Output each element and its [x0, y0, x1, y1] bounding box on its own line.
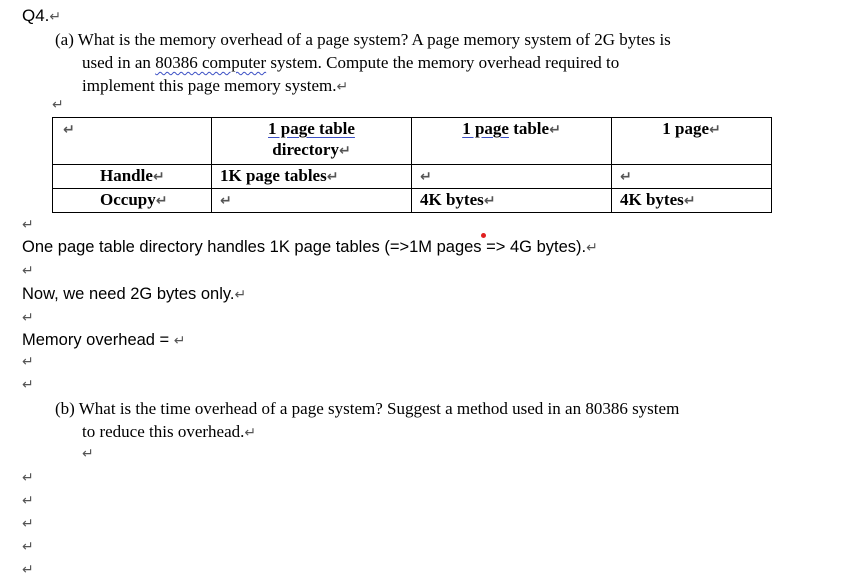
paragraph-mark: ↵: [22, 354, 34, 370]
paragraph-mark: ↵: [22, 263, 34, 279]
header-page-table: 1 page table↵: [412, 118, 612, 165]
table-cell: ↵: [612, 165, 772, 189]
header-page-table-directory: 1 page table directory↵: [212, 118, 412, 165]
table-row: [53, 189, 772, 213]
table-cell: 4K bytes↵: [612, 189, 772, 213]
paragraph-mark: ↵: [22, 470, 34, 486]
part-b-line-2: to reduce this overhead.↵: [82, 422, 257, 441]
paragraph-mark: ↵: [49, 9, 62, 25]
table-header-row: [53, 118, 772, 165]
paragraph-mark: ↵: [22, 310, 34, 326]
part-a-line-1: (a) What is the memory overhead of a page system? A page memory system of 2G bytes is: [55, 30, 671, 49]
table-cell: ↵: [212, 189, 412, 213]
row-label-occupy: Occupy↵: [53, 189, 212, 213]
part-a-line-2: used in an 80386 computer system. Compute the memory overhead required to: [82, 53, 620, 72]
answer-line-3: Memory overhead = ↵: [22, 331, 186, 349]
question-part-a: [55, 28, 803, 99]
paragraph-mark: ↵: [336, 79, 349, 95]
part-a-line-3: implement this page memory system.↵: [82, 76, 349, 95]
paragraph-mark: ↵: [22, 562, 34, 578]
paragraph-mark: ↵: [22, 217, 34, 233]
table-cell: 1K page tables↵: [212, 165, 412, 189]
paragraph-mark: ↵: [22, 516, 34, 532]
header-page: 1 page↵: [612, 118, 772, 165]
table-cell: 4K bytes↵: [412, 189, 612, 213]
paragraph-mark: ↵: [52, 97, 64, 113]
part-b-line-1: (b) What is the time overhead of a page system? Suggest a method used in an 80386 system: [55, 399, 680, 418]
paragraph-mark: ↵: [82, 446, 94, 462]
answer-line-1: One page table directory handles 1K page tables (=>1M pages => 4G bytes).↵: [22, 238, 598, 256]
paragraph-mark: ↵: [22, 539, 34, 555]
page-system-table: [52, 117, 772, 213]
table-row: [53, 165, 772, 189]
spellcheck-underline: 80386 computer: [155, 53, 267, 72]
question-number: Q4.↵: [22, 6, 62, 25]
answer-line-2: Now, we need 2G bytes only.↵: [22, 285, 247, 303]
paragraph-mark: ↵: [22, 493, 34, 509]
table-corner-cell: ↵: [53, 118, 212, 165]
row-label-handle: Handle↵: [53, 165, 212, 189]
table-cell: ↵: [412, 165, 612, 189]
paragraph-mark: ↵: [22, 377, 34, 393]
